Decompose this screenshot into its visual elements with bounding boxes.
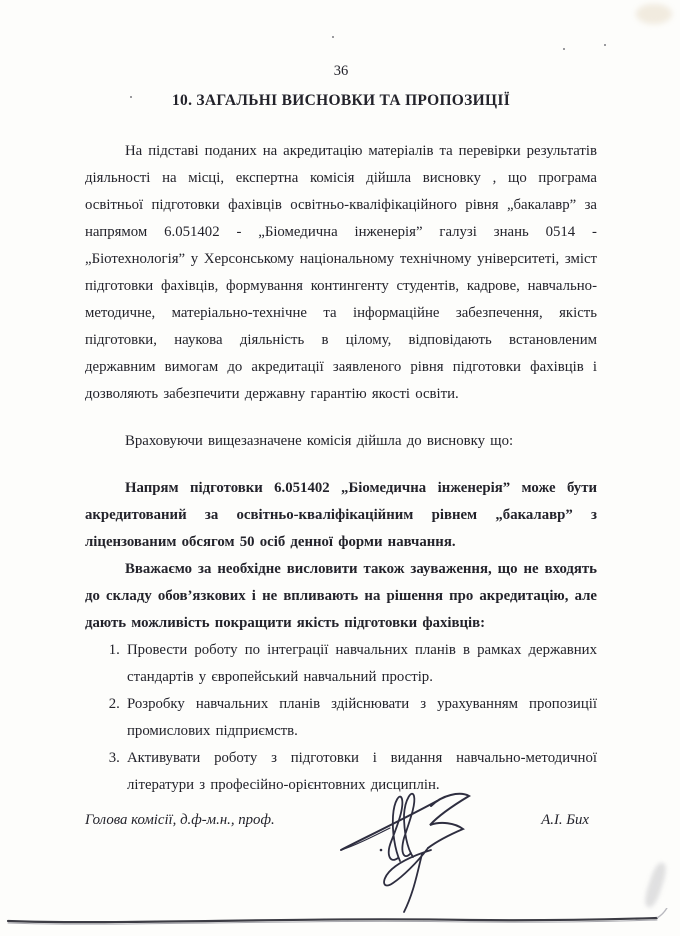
scan-speck xyxy=(130,96,132,98)
signer-name: А.І. Бих xyxy=(541,812,589,828)
scan-speck xyxy=(332,36,334,38)
paragraph-considering: Враховуючи вищезазначене комісія дійшла до висновку що: xyxy=(125,433,514,449)
page-number: 36 xyxy=(333,63,349,79)
scan-speck xyxy=(563,48,565,50)
scan-smudge xyxy=(636,4,672,24)
scan-speck xyxy=(604,44,606,46)
scan-smudge xyxy=(642,861,669,909)
signer-role: Голова комісії, д.ф-м.н., проф. xyxy=(85,812,275,828)
list-item: 2. Розробку навчальних планів здійснювати з урахуванням пропозиції промислових підприємств. xyxy=(125,691,597,745)
paragraph-intro: На підставі поданих на акредитацію матеріалів та перевірки результатів діяльності на місці, експертна комісія дійшла висновку , що програма освітньої підготовки фахівців освітньо-кваліфікаційного рівня „бакалавр” за напрямом 6.051402 - „Біомедична інженерія” галузі знань 0514 - „Біотехнологія” у Херсонському національному технічному університеті, зміст підготовки фахівців, формування контингенту студентів, кадрове, навчально-методичне, матеріально-технічне та інформаційне забезпечення, якість підготовки, наукова діяльність в цілому, відповідають встановленим державним вимогам до акредитації заявленого рівня підготовки фахівців і дозволяють забезпечити державну гарантію якості освіти. xyxy=(85,143,597,402)
list-item: 1. Провести роботу по інтеграції навчальних планів в рамках державних стандартів у європейський навчальний простір. xyxy=(125,637,597,691)
document-body xyxy=(85,60,597,799)
section-heading: 10. ЗАГАЛЬНІ ВИСНОВКИ ТА ПРОПОЗИЦІЇ xyxy=(171,92,511,109)
handwritten-signature xyxy=(332,770,502,918)
paragraph-remarks: Вважаємо за необхідне висловити також зауваження, що не входять до складу обов’язкових і не впливають на рішення про акредитацію, але дають можливість покращити якість підготовки фахівців: xyxy=(85,561,597,631)
page-scan-edge xyxy=(0,908,680,936)
list-item: 3. Активувати роботу з підготовки і видання навчально-методичної літератури з професійно-орієнтовних дисциплін. xyxy=(125,745,597,799)
paragraph-conclusion: Напрям підготовки 6.051402 „Біомедична інженерія” може бути акредитований за освітньо-кваліфікаційним рівнем „бакалавр” з ліцензованим обсягом 50 осіб денної форми навчання. xyxy=(85,480,597,550)
